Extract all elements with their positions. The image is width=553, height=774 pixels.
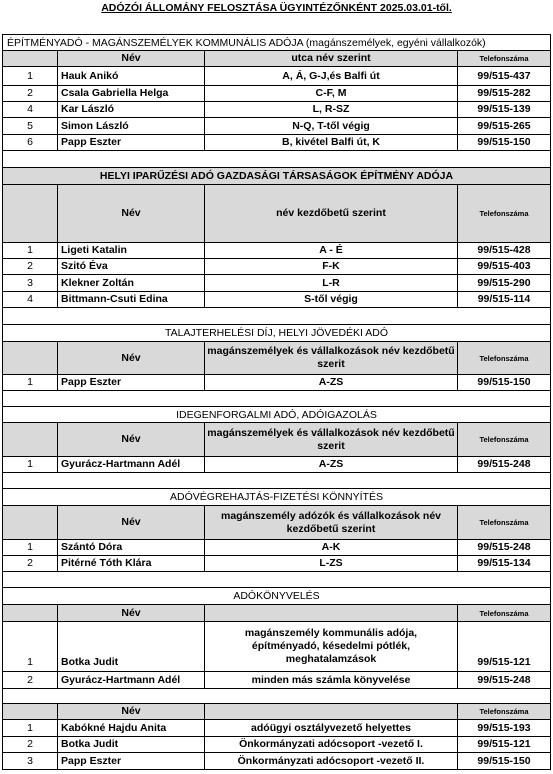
column-header-name: Név [58, 185, 205, 243]
column-header-name: Név [58, 605, 205, 622]
table-row: 5 Simon László N-Q, T-től végig 99/515-265 [2, 118, 551, 135]
section-heading: TALAJTERHELÉSI DÍJ, HELYI JÖVEDÉKI ADÓ [2, 325, 551, 342]
column-header-name: Név [58, 704, 205, 720]
spacer-row [2, 308, 551, 325]
spacer-row [2, 572, 551, 588]
table-row: 1 Hauk Anikó A, Á, G-J,és Balfi út 99/515-437 [2, 67, 551, 86]
table-row: 1 Szántó Dóra A-K 99/515-248 [2, 540, 551, 556]
column-header-phone: Telefonszáma [458, 506, 551, 540]
table-row: 2 Gyurácz-Hartmann Adél minden más számla könyvelése 99/515-248 [2, 672, 551, 689]
column-header-name: Név [58, 506, 205, 540]
document-title: ADÓZÓI ÁLLOMÁNY FELOSZTÁSA ÜGYINTÉZŐNKÉNT 2025.03.01-től. [101, 2, 452, 14]
column-header-phone: Telefonszáma [458, 704, 551, 720]
column-header-criteria: utca név szerint [205, 51, 458, 67]
table-row: 1 Ligeti Katalin A - É 99/515-428 [2, 243, 551, 259]
table-row: 2 Pitérné Tóth Klára L-ZS 99/515-134 [2, 556, 551, 572]
table-row: 6 Papp Eszter B, kivétel Balfi út, K 99/515-150 [2, 135, 551, 151]
section-heading: IDEGENFORGALMI ADÓ, ADÓIGAZOLÁS [2, 407, 551, 423]
column-header-phone: Telefonszáma [458, 51, 551, 67]
column-header-criteria: név kezdőbetű szerint [205, 185, 458, 243]
table-row: 1 Papp Eszter A-ZS 99/515-150 [2, 375, 551, 391]
table-header-row [2, 342, 551, 375]
table-row: 2 Botka Judit Önkormányzati adócsoport -vezető I. 99/515-121 [2, 737, 551, 753]
table-row: 3 Papp Eszter Önkormányzati adócsoport -vezető II. 99/515-150 [2, 753, 551, 770]
column-header-name: Név [58, 423, 205, 457]
table-header-row [2, 605, 551, 622]
section-heading: HELYI IPARŰZÉSI ADÓ GAZDASÁGI TÁRSASÁGOK ÉPÍTMÉNY ADÓJA [2, 168, 551, 185]
section-heading: ADÓKÖNYVELÉS [2, 588, 551, 605]
table-row: 2 Csala Gabriella Helga C-F, M 99/515-282 [2, 86, 551, 102]
column-header-criteria: magánszemélyek és vállalkozások név kezdőbetű szerit [205, 423, 458, 457]
column-header-phone: Telefonszáma [458, 605, 551, 622]
table-header-row [2, 185, 551, 243]
spacer-row [2, 391, 551, 407]
table-row: 3 Klekner Zoltán L-R 99/515-290 [2, 275, 551, 292]
column-header-name: Név [58, 342, 205, 375]
column-header-criteria [205, 704, 458, 720]
column-header-name: Név [58, 51, 205, 67]
spacer-row [2, 689, 551, 704]
table-header-row [2, 506, 551, 540]
section-heading: ÉPÍTMÉNYADÓ - MAGÁNSZEMÉLYEK KOMMUNÁLIS ADÓJA (magánszemélyek, egyéni vállalkozók) [2, 34, 551, 51]
column-header-criteria: magánszemély adózók és vállalkozások név kezdőbetű szerint [205, 506, 458, 540]
spacer-row [2, 473, 551, 489]
column-header-criteria: magánszemélyek és vállalkozások név kezdőbetű szerit [205, 342, 458, 375]
table-row: 1 Gyurácz-Hartmann Adél A-ZS 99/515-248 [2, 457, 551, 473]
table-row: 1 Botka Judit magánszemély kommunális adója, építményadó, késedelmi pótlék, meghatalamzások 99/515-121 [2, 622, 551, 672]
spacer-row [2, 151, 551, 168]
column-header-criteria [205, 605, 458, 622]
table-header-row [2, 423, 551, 457]
table-row: 2 Szitó Éva F-K 99/515-403 [2, 259, 551, 275]
column-header-phone: Telefonszáma [458, 423, 551, 457]
table-row: 4 Kar László L, R-SZ 99/515-139 [2, 102, 551, 118]
column-header-phone: Telefonszáma [458, 185, 551, 243]
table-row: 4 Bittmann-Csuti Edina S-től végig 99/515-114 [2, 292, 551, 308]
table-header-row [2, 51, 551, 67]
table-header-row [2, 704, 551, 720]
section-heading: ADÓVÉGREHAJTÁS-FIZETÉSI KÖNNYÍTÉS [2, 489, 551, 506]
column-header-phone: Telefonszáma [458, 342, 551, 375]
table-row: 1 Kabókné Hajdu Anita adóügyi osztályvezető helyettes 99/515-193 [2, 720, 551, 737]
